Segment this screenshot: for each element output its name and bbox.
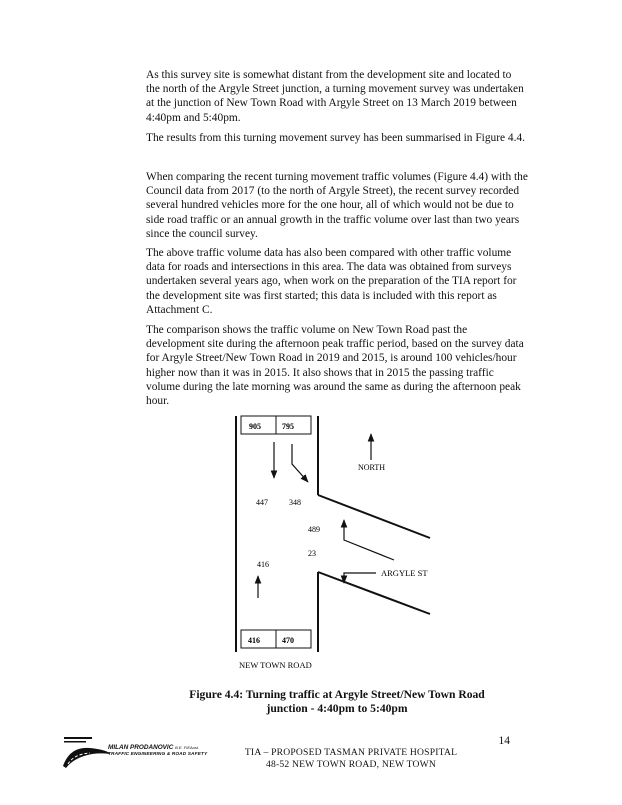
paragraph-results: The results from this turning movement survey has been summarised in Figure 4.4.: [146, 132, 525, 144]
logo-tagline: TRAFFIC ENGINEERING & ROAD SAFETY: [108, 752, 208, 757]
figure-caption: [146, 688, 528, 716]
road-swoosh-icon: [60, 736, 112, 770]
footer-line1: TIA – PROPOSED TASMAN PRIVATE HOSPITAL: [244, 747, 458, 758]
figure-caption-line1: Figure 4.4: Turning traffic at Argyle Street/New Town Road: [189, 688, 485, 701]
logo-name: [108, 744, 198, 751]
top-count-left: 905: [249, 422, 261, 431]
paragraph-comparison-result: The comparison shows the traffic volume on New Town Road past the development site during the afternoon peak traffic period, based on the survey data for Argyle Street/New Town Road in 2019 and 2015, is around 100 vehicles/hour higher now than it was in 2015. It also shows that in 2015 the passing traffic volume during the late morning was around the same as during the afternoon peak hour.: [146, 324, 524, 408]
page-number: 14: [498, 735, 510, 747]
southbound-through-volume: 447: [256, 498, 268, 507]
argyle-right-turn-out-arrow: [344, 520, 394, 560]
logo-credentials: B.E. FIEAust: [175, 745, 199, 750]
argyle-left-turn-in-volume: 23: [308, 549, 316, 558]
logo-name-text: MILAN PRODANOVIC: [108, 744, 174, 751]
argyle-right-turn-out-volume: 489: [308, 525, 320, 534]
north-label: NORTH: [358, 463, 386, 472]
paragraph-other-data: The above traffic volume data has also been compared with other traffic volume data for roads and intersections in this area. The data was obtained from surveys undertaken several years ago, when work on the preparation of the TIA report for the development site was first started; this data is included with this report as Attachment C.: [146, 247, 517, 316]
argyle-st-south-edge: [318, 572, 430, 614]
figure-caption-line2: junction - 4:40pm to 5:40pm: [266, 702, 408, 715]
bottom-count-right: 470: [282, 636, 294, 645]
argyle-st-north-edge: [318, 495, 430, 538]
argyle-st-label: ARGYLE ST: [381, 568, 428, 578]
company-logo: [60, 736, 230, 770]
argyle-left-turn-in-arrow: [344, 573, 376, 583]
southbound-left-turn-arrow: [292, 444, 308, 482]
northbound-through-volume: 416: [257, 560, 269, 569]
southbound-left-turn-volume: 348: [289, 498, 301, 507]
paragraph-comparison-council: When comparing the recent turning movement traffic volumes (Figure 4.4) with the Council data from 2017 (to the north of Argyle Street), the recent survey recorded several hundred vehicles more for the one hour, all of which would not be due to side road traffic or an annual growth in the traffic volume over last than two years since the council survey.: [146, 171, 528, 240]
paragraph-survey-site: As this survey site is somewhat distant from the development site and located to the north of the Argyle Street junction, a turning movement survey was undertaken at the junction of New Town Road with Argyle Street on 13 March 2019 between 4:40pm and 5:40pm.: [146, 69, 524, 124]
footer-line2: 48-52 NEW TOWN ROAD, NEW TOWN: [266, 759, 436, 770]
bottom-count-left: 416: [248, 636, 260, 645]
page-footer: [240, 747, 462, 771]
top-count-right: 795: [282, 422, 294, 431]
new-town-road-label: NEW TOWN ROAD: [239, 660, 312, 670]
